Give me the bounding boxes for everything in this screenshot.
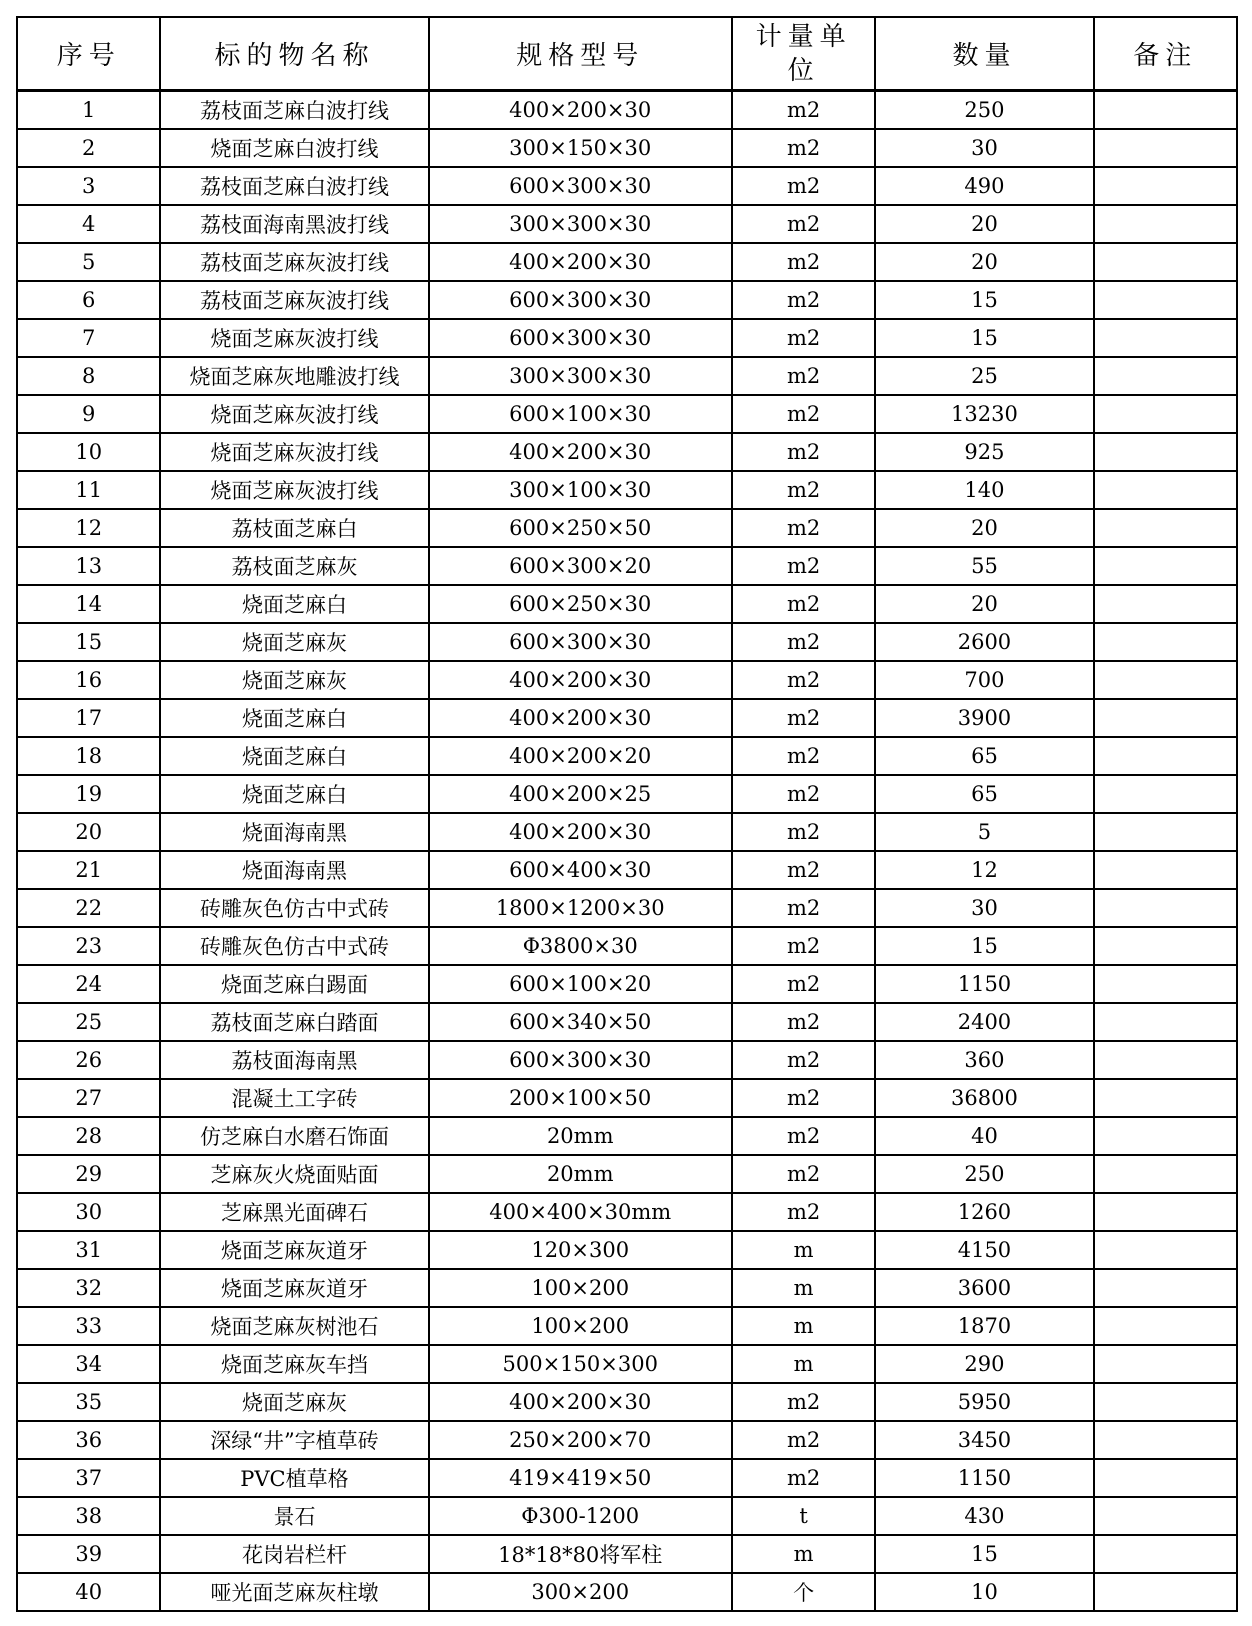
cell-index: 23 [17, 927, 160, 965]
cell-unit: m2 [732, 1079, 875, 1117]
table-row [17, 889, 1237, 927]
table-row [17, 395, 1237, 433]
table-row [17, 1231, 1237, 1269]
cell-quantity: 36800 [875, 1079, 1093, 1117]
cell-spec: 400×200×30 [429, 661, 732, 699]
cell-item-name: 烧面芝麻白波打线 [160, 129, 428, 167]
cell-spec: 400×200×20 [429, 737, 732, 775]
cell-quantity: 430 [875, 1497, 1093, 1535]
cell-spec: 400×200×30 [429, 243, 732, 281]
cell-remarks [1094, 91, 1237, 130]
cell-remarks [1094, 813, 1237, 851]
cell-spec: 100×200 [429, 1269, 732, 1307]
cell-remarks [1094, 1573, 1237, 1611]
cell-quantity: 12 [875, 851, 1093, 889]
cell-unit: m2 [732, 1421, 875, 1459]
cell-unit: m2 [732, 1459, 875, 1497]
table-row [17, 471, 1237, 509]
cell-remarks [1094, 775, 1237, 813]
cell-index: 35 [17, 1383, 160, 1421]
cell-item-name: PVC植草格 [160, 1459, 428, 1497]
table-row [17, 623, 1237, 661]
cell-spec: 300×200 [429, 1573, 732, 1611]
cell-quantity: 1870 [875, 1307, 1093, 1345]
cell-spec: 400×200×30 [429, 699, 732, 737]
table-row [17, 1383, 1237, 1421]
table-row [17, 1003, 1237, 1041]
cell-remarks [1094, 623, 1237, 661]
cell-remarks [1094, 851, 1237, 889]
cell-remarks [1094, 1231, 1237, 1269]
cell-unit: m2 [732, 1117, 875, 1155]
cell-remarks [1094, 1497, 1237, 1535]
cell-remarks [1094, 1269, 1237, 1307]
cell-index: 16 [17, 661, 160, 699]
cell-spec: 300×300×30 [429, 205, 732, 243]
cell-unit: m [732, 1535, 875, 1573]
cell-quantity: 15 [875, 927, 1093, 965]
cell-unit: m2 [732, 1193, 875, 1231]
cell-unit: m2 [732, 1155, 875, 1193]
cell-unit: m2 [732, 889, 875, 927]
table-row [17, 1269, 1237, 1307]
table-row [17, 167, 1237, 205]
cell-spec: 20mm [429, 1117, 732, 1155]
cell-spec: 600×300×20 [429, 547, 732, 585]
cell-unit: m2 [732, 547, 875, 585]
cell-unit: m2 [732, 1041, 875, 1079]
cell-remarks [1094, 737, 1237, 775]
cell-quantity: 4150 [875, 1231, 1093, 1269]
cell-remarks [1094, 889, 1237, 927]
cell-remarks [1094, 1193, 1237, 1231]
cell-spec: 18*18*80将军柱 [429, 1535, 732, 1573]
cell-item-name: 砖雕灰色仿古中式砖 [160, 889, 428, 927]
material-table [16, 16, 1238, 1612]
cell-remarks [1094, 927, 1237, 965]
cell-item-name: 芝麻灰火烧面贴面 [160, 1155, 428, 1193]
cell-index: 4 [17, 205, 160, 243]
cell-item-name: 荔枝面海南黑 [160, 1041, 428, 1079]
cell-index: 3 [17, 167, 160, 205]
cell-item-name: 荔枝面海南黑波打线 [160, 205, 428, 243]
cell-remarks [1094, 1535, 1237, 1573]
cell-unit: m2 [732, 775, 875, 813]
header-unit: 计量单位 [732, 17, 875, 91]
cell-spec: 200×100×50 [429, 1079, 732, 1117]
cell-quantity: 55 [875, 547, 1093, 585]
cell-spec: 600×340×50 [429, 1003, 732, 1041]
cell-item-name: 烧面芝麻灰树池石 [160, 1307, 428, 1345]
cell-index: 10 [17, 433, 160, 471]
cell-index: 34 [17, 1345, 160, 1383]
table-row [17, 129, 1237, 167]
cell-unit: m2 [732, 813, 875, 851]
cell-item-name: 景石 [160, 1497, 428, 1535]
cell-index: 1 [17, 91, 160, 130]
cell-quantity: 5950 [875, 1383, 1093, 1421]
cell-item-name: 荔枝面芝麻灰 [160, 547, 428, 585]
cell-spec: 600×300×30 [429, 281, 732, 319]
cell-index: 6 [17, 281, 160, 319]
cell-index: 13 [17, 547, 160, 585]
cell-spec: 300×300×30 [429, 357, 732, 395]
cell-quantity: 360 [875, 1041, 1093, 1079]
table-row [17, 1345, 1237, 1383]
cell-quantity: 3450 [875, 1421, 1093, 1459]
table-row [17, 813, 1237, 851]
cell-remarks [1094, 1345, 1237, 1383]
cell-item-name: 深绿“井”字植草砖 [160, 1421, 428, 1459]
cell-item-name: 芝麻黑光面碑石 [160, 1193, 428, 1231]
cell-item-name: 烧面芝麻白踢面 [160, 965, 428, 1003]
cell-quantity: 30 [875, 889, 1093, 927]
cell-remarks [1094, 243, 1237, 281]
cell-spec: 419×419×50 [429, 1459, 732, 1497]
cell-quantity: 65 [875, 775, 1093, 813]
cell-unit: m2 [732, 433, 875, 471]
cell-index: 31 [17, 1231, 160, 1269]
cell-spec: 600×300×30 [429, 1041, 732, 1079]
cell-item-name: 荔枝面芝麻白 [160, 509, 428, 547]
cell-spec: Φ3800×30 [429, 927, 732, 965]
table-row [17, 661, 1237, 699]
cell-quantity: 20 [875, 509, 1093, 547]
cell-unit: 个 [732, 1573, 875, 1611]
cell-item-name: 烧面海南黑 [160, 851, 428, 889]
header-index: 序号 [17, 17, 160, 91]
cell-item-name: 烧面芝麻灰道牙 [160, 1231, 428, 1269]
cell-index: 12 [17, 509, 160, 547]
cell-index: 36 [17, 1421, 160, 1459]
cell-unit: m2 [732, 623, 875, 661]
cell-quantity: 250 [875, 1155, 1093, 1193]
cell-item-name: 仿芝麻白水磨石饰面 [160, 1117, 428, 1155]
cell-index: 11 [17, 471, 160, 509]
cell-item-name: 烧面芝麻灰波打线 [160, 471, 428, 509]
header-quantity: 数量 [875, 17, 1093, 91]
cell-unit: m [732, 1307, 875, 1345]
cell-item-name: 烧面芝麻灰 [160, 661, 428, 699]
cell-spec: 600×100×30 [429, 395, 732, 433]
cell-remarks [1094, 357, 1237, 395]
cell-spec: 400×400×30mm [429, 1193, 732, 1231]
cell-item-name: 花岗岩栏杆 [160, 1535, 428, 1573]
cell-item-name: 烧面芝麻灰道牙 [160, 1269, 428, 1307]
table-row [17, 585, 1237, 623]
cell-index: 25 [17, 1003, 160, 1041]
cell-spec: 600×300×30 [429, 319, 732, 357]
table-row [17, 965, 1237, 1003]
cell-remarks [1094, 1459, 1237, 1497]
cell-unit: m2 [732, 357, 875, 395]
cell-unit: t [732, 1497, 875, 1535]
cell-unit: m2 [732, 129, 875, 167]
cell-spec: 600×250×50 [429, 509, 732, 547]
cell-spec: 1800×1200×30 [429, 889, 732, 927]
cell-unit: m2 [732, 737, 875, 775]
cell-unit: m2 [732, 699, 875, 737]
cell-unit: m2 [732, 1003, 875, 1041]
table-row [17, 1497, 1237, 1535]
cell-item-name: 烧面芝麻白 [160, 585, 428, 623]
cell-quantity: 15 [875, 281, 1093, 319]
cell-remarks [1094, 509, 1237, 547]
cell-quantity: 700 [875, 661, 1093, 699]
table-row [17, 775, 1237, 813]
cell-index: 18 [17, 737, 160, 775]
table-row [17, 1079, 1237, 1117]
cell-spec: 600×300×30 [429, 167, 732, 205]
table-row [17, 91, 1237, 130]
cell-unit: m2 [732, 509, 875, 547]
cell-index: 27 [17, 1079, 160, 1117]
table-row [17, 1117, 1237, 1155]
cell-index: 7 [17, 319, 160, 357]
table-row [17, 205, 1237, 243]
table-row [17, 1573, 1237, 1611]
cell-spec: 300×150×30 [429, 129, 732, 167]
cell-item-name: 荔枝面芝麻灰波打线 [160, 243, 428, 281]
cell-quantity: 20 [875, 243, 1093, 281]
cell-item-name: 混凝土工字砖 [160, 1079, 428, 1117]
cell-unit: m2 [732, 243, 875, 281]
cell-index: 38 [17, 1497, 160, 1535]
cell-spec: 20mm [429, 1155, 732, 1193]
cell-index: 37 [17, 1459, 160, 1497]
cell-spec: 300×100×30 [429, 471, 732, 509]
cell-item-name: 烧面芝麻灰 [160, 623, 428, 661]
cell-item-name: 哑光面芝麻灰柱墩 [160, 1573, 428, 1611]
cell-index: 9 [17, 395, 160, 433]
cell-quantity: 1150 [875, 965, 1093, 1003]
cell-unit: m [732, 1269, 875, 1307]
cell-unit: m2 [732, 91, 875, 130]
cell-index: 30 [17, 1193, 160, 1231]
table-row [17, 1041, 1237, 1079]
cell-item-name: 烧面芝麻灰地雕波打线 [160, 357, 428, 395]
cell-index: 39 [17, 1535, 160, 1573]
cell-quantity: 3600 [875, 1269, 1093, 1307]
cell-remarks [1094, 1041, 1237, 1079]
cell-spec: 400×200×25 [429, 775, 732, 813]
cell-unit: m2 [732, 205, 875, 243]
cell-item-name: 烧面芝麻灰波打线 [160, 319, 428, 357]
table-row [17, 1307, 1237, 1345]
cell-item-name: 烧面芝麻灰波打线 [160, 433, 428, 471]
cell-quantity: 5 [875, 813, 1093, 851]
cell-unit: m2 [732, 319, 875, 357]
cell-quantity: 30 [875, 129, 1093, 167]
cell-remarks [1094, 205, 1237, 243]
cell-quantity: 25 [875, 357, 1093, 395]
cell-quantity: 40 [875, 1117, 1093, 1155]
cell-unit: m [732, 1345, 875, 1383]
cell-remarks [1094, 319, 1237, 357]
table-row [17, 737, 1237, 775]
cell-item-name: 烧面芝麻白 [160, 737, 428, 775]
cell-spec: 600×300×30 [429, 623, 732, 661]
cell-spec: Φ300-1200 [429, 1497, 732, 1535]
cell-index: 15 [17, 623, 160, 661]
cell-index: 19 [17, 775, 160, 813]
cell-unit: m2 [732, 965, 875, 1003]
cell-spec: 400×200×30 [429, 1383, 732, 1421]
header-spec: 规格型号 [429, 17, 732, 91]
cell-quantity: 1260 [875, 1193, 1093, 1231]
cell-spec: 120×300 [429, 1231, 732, 1269]
cell-remarks [1094, 1003, 1237, 1041]
cell-item-name: 砖雕灰色仿古中式砖 [160, 927, 428, 965]
cell-quantity: 3900 [875, 699, 1093, 737]
cell-quantity: 15 [875, 1535, 1093, 1573]
cell-quantity: 65 [875, 737, 1093, 775]
table-row [17, 851, 1237, 889]
cell-index: 33 [17, 1307, 160, 1345]
cell-index: 2 [17, 129, 160, 167]
cell-item-name: 荔枝面芝麻白波打线 [160, 91, 428, 130]
cell-remarks [1094, 1117, 1237, 1155]
table-row [17, 699, 1237, 737]
cell-remarks [1094, 167, 1237, 205]
table-row [17, 319, 1237, 357]
cell-index: 32 [17, 1269, 160, 1307]
table-row [17, 243, 1237, 281]
cell-unit: m [732, 1231, 875, 1269]
cell-index: 40 [17, 1573, 160, 1611]
cell-remarks [1094, 471, 1237, 509]
cell-remarks [1094, 699, 1237, 737]
cell-remarks [1094, 1307, 1237, 1345]
cell-index: 8 [17, 357, 160, 395]
cell-index: 28 [17, 1117, 160, 1155]
cell-quantity: 290 [875, 1345, 1093, 1383]
cell-unit: m2 [732, 281, 875, 319]
cell-index: 20 [17, 813, 160, 851]
cell-remarks [1094, 129, 1237, 167]
cell-remarks [1094, 585, 1237, 623]
cell-item-name: 烧面芝麻白 [160, 699, 428, 737]
cell-item-name: 烧面芝麻灰车挡 [160, 1345, 428, 1383]
cell-unit: m2 [732, 585, 875, 623]
header-remarks: 备注 [1094, 17, 1237, 91]
cell-unit: m2 [732, 167, 875, 205]
cell-spec: 600×100×20 [429, 965, 732, 1003]
cell-remarks [1094, 1421, 1237, 1459]
cell-unit: m2 [732, 927, 875, 965]
table-row [17, 1421, 1237, 1459]
cell-remarks [1094, 1079, 1237, 1117]
cell-quantity: 20 [875, 585, 1093, 623]
cell-unit: m2 [732, 471, 875, 509]
cell-spec: 100×200 [429, 1307, 732, 1345]
cell-unit: m2 [732, 661, 875, 699]
cell-remarks [1094, 965, 1237, 1003]
table-row [17, 1155, 1237, 1193]
cell-quantity: 2400 [875, 1003, 1093, 1041]
cell-quantity: 1150 [875, 1459, 1093, 1497]
cell-item-name: 荔枝面芝麻白波打线 [160, 167, 428, 205]
cell-item-name: 烧面芝麻灰 [160, 1383, 428, 1421]
cell-quantity: 13230 [875, 395, 1093, 433]
cell-quantity: 10 [875, 1573, 1093, 1611]
cell-spec: 400×200×30 [429, 91, 732, 130]
cell-spec: 400×200×30 [429, 433, 732, 471]
cell-remarks [1094, 547, 1237, 585]
header-item-name: 标的物名称 [160, 17, 428, 91]
cell-item-name: 烧面芝麻白 [160, 775, 428, 813]
table-body [17, 91, 1237, 1612]
cell-spec: 250×200×70 [429, 1421, 732, 1459]
cell-unit: m2 [732, 395, 875, 433]
header-row [17, 17, 1237, 91]
cell-quantity: 20 [875, 205, 1093, 243]
cell-index: 24 [17, 965, 160, 1003]
cell-index: 29 [17, 1155, 160, 1193]
table-row [17, 927, 1237, 965]
cell-quantity: 140 [875, 471, 1093, 509]
cell-spec: 600×400×30 [429, 851, 732, 889]
table-row [17, 433, 1237, 471]
cell-index: 21 [17, 851, 160, 889]
cell-index: 5 [17, 243, 160, 281]
cell-quantity: 250 [875, 91, 1093, 130]
cell-index: 17 [17, 699, 160, 737]
cell-item-name: 烧面海南黑 [160, 813, 428, 851]
cell-index: 26 [17, 1041, 160, 1079]
cell-spec: 400×200×30 [429, 813, 732, 851]
table-row [17, 357, 1237, 395]
cell-item-name: 荔枝面芝麻白踏面 [160, 1003, 428, 1041]
cell-spec: 600×250×30 [429, 585, 732, 623]
table-row [17, 547, 1237, 585]
cell-unit: m2 [732, 1383, 875, 1421]
cell-remarks [1094, 1383, 1237, 1421]
table-row [17, 1459, 1237, 1497]
cell-quantity: 925 [875, 433, 1093, 471]
cell-quantity: 2600 [875, 623, 1093, 661]
cell-index: 14 [17, 585, 160, 623]
cell-spec: 500×150×300 [429, 1345, 732, 1383]
table-row [17, 1535, 1237, 1573]
cell-quantity: 490 [875, 167, 1093, 205]
cell-index: 22 [17, 889, 160, 927]
cell-remarks [1094, 281, 1237, 319]
cell-unit: m2 [732, 851, 875, 889]
cell-quantity: 15 [875, 319, 1093, 357]
cell-remarks [1094, 661, 1237, 699]
table-row [17, 509, 1237, 547]
cell-item-name: 烧面芝麻灰波打线 [160, 395, 428, 433]
cell-remarks [1094, 395, 1237, 433]
cell-remarks [1094, 433, 1237, 471]
cell-remarks [1094, 1155, 1237, 1193]
table-row [17, 1193, 1237, 1231]
table-row [17, 281, 1237, 319]
cell-item-name: 荔枝面芝麻灰波打线 [160, 281, 428, 319]
